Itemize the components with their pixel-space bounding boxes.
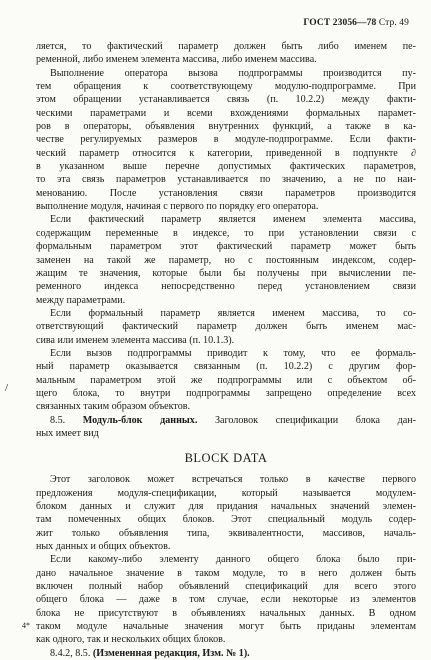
text-line: ременного индекса непосредственно перед установлением связи	[36, 281, 416, 293]
text-line: жит только объявления типа, эквивалентности, массивов, началь-	[36, 527, 416, 539]
text-line: тем обращения к соответствующему модулю-подпрограмме. При	[36, 81, 416, 93]
text-line: щего блока, то внутри подпрограммы запрещено определение всех	[36, 387, 416, 399]
text-line: ременной, либо именем элемента массива, либо именем массива.	[36, 54, 317, 66]
text-line: ный параметр оказывается связанным (п. 10.2.2) с другим фор-	[36, 361, 416, 373]
text-line: общего блока — даже в том случае, если некоторые из элементов	[36, 594, 416, 606]
page-header	[303, 18, 409, 28]
margin-mark: /	[5, 382, 9, 394]
text-line: содержащим переменные в индексе, то при установлении связи с	[36, 227, 416, 239]
section-heading-cont: ных имеет вид	[36, 427, 99, 439]
section-heading	[36, 414, 416, 427]
section-title: Модуль-блок данных.	[82, 414, 198, 426]
text-line: Если формальный параметр является именем массива, то со-	[50, 307, 416, 319]
block-data-title: BLOCK DATA	[184, 451, 268, 466]
text-line: блока не присутствуют в объявлениях начальных данных. В одном	[36, 607, 416, 619]
text-line: Выполнение оператора вызова подпрограммы производится пу-	[50, 67, 416, 79]
text-line: Если какому-либо элементу данного общего блока было при-	[50, 554, 416, 566]
text-line: сива или именем элемента массива (п. 10.1.3).	[36, 334, 235, 346]
standard-number: ГОСТ 23056—78	[303, 18, 377, 28]
text-line: Если фактический параметр является именем элемента массива,	[50, 214, 416, 226]
page-number: Стр. 49	[378, 18, 409, 28]
text-line: ческий параметр относится к категории, приведенной в подпункте ∂	[36, 147, 416, 159]
text-line: там помеченных общих блоков. Этот специальный модуль содер-	[36, 514, 416, 526]
text-line: как одного, так и нескольких общих блоков.	[36, 634, 226, 646]
section-heading-text: Заголовок спецификации блока дан-	[197, 414, 416, 426]
paragraphs-after-title	[36, 473, 416, 646]
text-line: связанных таким образом объектов.	[36, 401, 191, 413]
text-line: честве регулируемых размеров в модуле-подпрограмме. Если факти-	[36, 134, 416, 146]
text-line: формальным параметром этот фактический параметр может быть	[36, 241, 416, 253]
text-line: менованию. После установления связи параметров производится	[36, 187, 416, 199]
document-body	[36, 40, 416, 660]
text-line: блоком данных и служит для придания начальных значений элемен-	[36, 501, 416, 512]
text-line: дано начальное значение в таком модуле, то в него должен быть	[36, 567, 416, 579]
amendment-note	[36, 647, 416, 660]
text-line: заменен на такой же параметр, но с постоянным индексом, содер-	[36, 254, 416, 266]
text-line: ляется, то фактический параметр должен быть либо именем пе-	[36, 41, 416, 52]
text-line: включен полный набор объявлений спецификаций для всего этого	[36, 581, 416, 593]
text-line: Этот заголовок может встречаться только в качестве первого	[50, 474, 416, 486]
footnote-mark: 4*	[22, 621, 30, 630]
text-line: ответствующий фактический параметр должен быть именем мас-	[36, 321, 416, 333]
text-line: этом обращении устанавливается связь (п. 10.2.2) между факти-	[36, 94, 416, 106]
text-line: то эта связь параметров устанавливается по значению, а не по наи-	[36, 174, 416, 186]
text-line: мальным параметром этой же подпрограммы или с объектом об-	[36, 374, 416, 386]
text-line: жащим те значения, которые были бы получены при вычислении пе-	[36, 267, 416, 279]
text-line: Если вызов подпрограммы приводит к тому, что ее формаль-	[50, 347, 416, 359]
text-line: выполнение модуля, начиная с первого по порядку его оператора.	[36, 201, 319, 213]
paragraphs-before-section	[36, 40, 416, 414]
text-line: ров в операторы, объявления внутренних функций, а также в ка-	[36, 121, 416, 133]
text-line: предложения модуля-спецификации, который называется модулем-	[36, 487, 416, 499]
section-number: 8.5.	[50, 414, 66, 426]
amendment-ref: 8.4.2, 8.5.	[50, 647, 91, 659]
text-line: в указанном выше перечне допустимых фактических параметров,	[36, 161, 416, 173]
text-line: таком модуле начальные значения могут быть приданы элементам	[36, 621, 416, 633]
text-line: ных данных и общих объектов.	[36, 541, 171, 553]
text-line: ческими параметрами и всеми вхождениями формальных парамет-	[36, 107, 416, 119]
text-line: между параметрами.	[36, 294, 126, 306]
amendment-text: (Измененная редакция, Изм. № 1).	[92, 647, 250, 659]
